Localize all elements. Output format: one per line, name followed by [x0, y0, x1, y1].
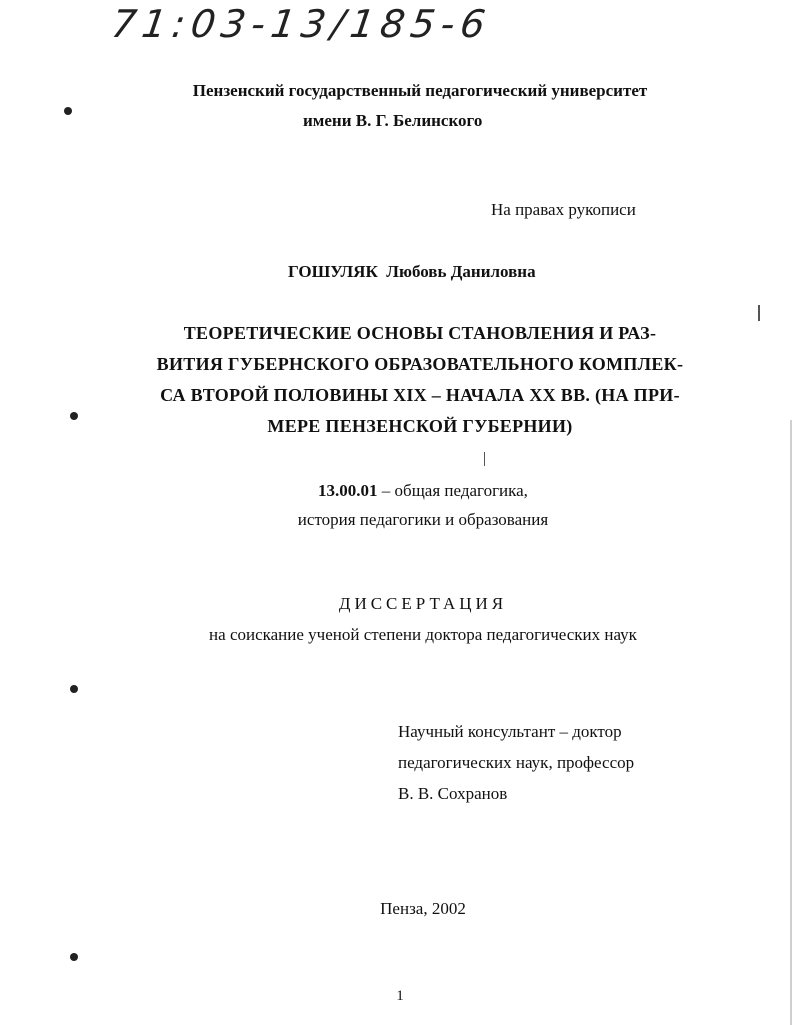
degree: на соискание ученой степени доктора педагогических наук — [209, 625, 637, 644]
manuscript-note: На правах рукописи — [491, 200, 636, 219]
consultant-line: педагогических наук, профессор — [398, 753, 635, 772]
dissertation-title — [110, 318, 730, 442]
page-number: 1 — [396, 988, 404, 1004]
archive-number: 71:03-13/185-6 — [108, 2, 494, 46]
specialty-line-1 — [200, 476, 646, 505]
specialty-name: – общая педагогика, — [377, 481, 528, 500]
document-type: ДИССЕРТАЦИЯ — [338, 594, 508, 613]
place-year: Пенза, 2002 — [380, 899, 466, 918]
consultant-line: Научный консультант – доктор — [398, 722, 622, 741]
university-line-1: Пензенский государственный педагогический университет — [192, 81, 648, 100]
binder-mark — [64, 107, 72, 115]
scan-speck — [758, 305, 760, 321]
title-line: МЕРЕ ПЕНЗЕНСКОЙ ГУБЕРНИИ) — [267, 416, 573, 436]
author — [288, 262, 536, 282]
university-line-2: имени В. Г. Белинского — [303, 111, 483, 130]
scientific-consultant — [398, 716, 634, 809]
scan-speck — [484, 452, 485, 466]
specialty-line-2: история педагогики и образования — [297, 510, 549, 529]
university-name — [120, 76, 720, 106]
consultant-line: В. В. Сохранов — [398, 784, 508, 803]
binder-mark — [70, 412, 78, 420]
specialty — [200, 476, 646, 534]
author-name: Любовь Даниловна — [386, 262, 536, 281]
title-line: ВИТИЯ ГУБЕРНСКОГО ОБРАЗОВАТЕЛЬНОГО КОМПЛЕК- — [156, 354, 684, 374]
binder-mark — [70, 953, 78, 961]
binder-mark — [70, 685, 78, 693]
author-surname: ГОШУЛЯК — [288, 262, 378, 281]
title-line: СА ВТОРОЙ ПОЛОВИНЫ XIX – НАЧАЛА XX ВВ. (НА ПРИ- — [160, 385, 680, 405]
scan-speck — [790, 420, 792, 1025]
title-line: ТЕОРЕТИЧЕСКИЕ ОСНОВЫ СТАНОВЛЕНИЯ И РАЗ- — [183, 323, 657, 343]
specialty-code: 13.00.01 — [318, 481, 378, 500]
